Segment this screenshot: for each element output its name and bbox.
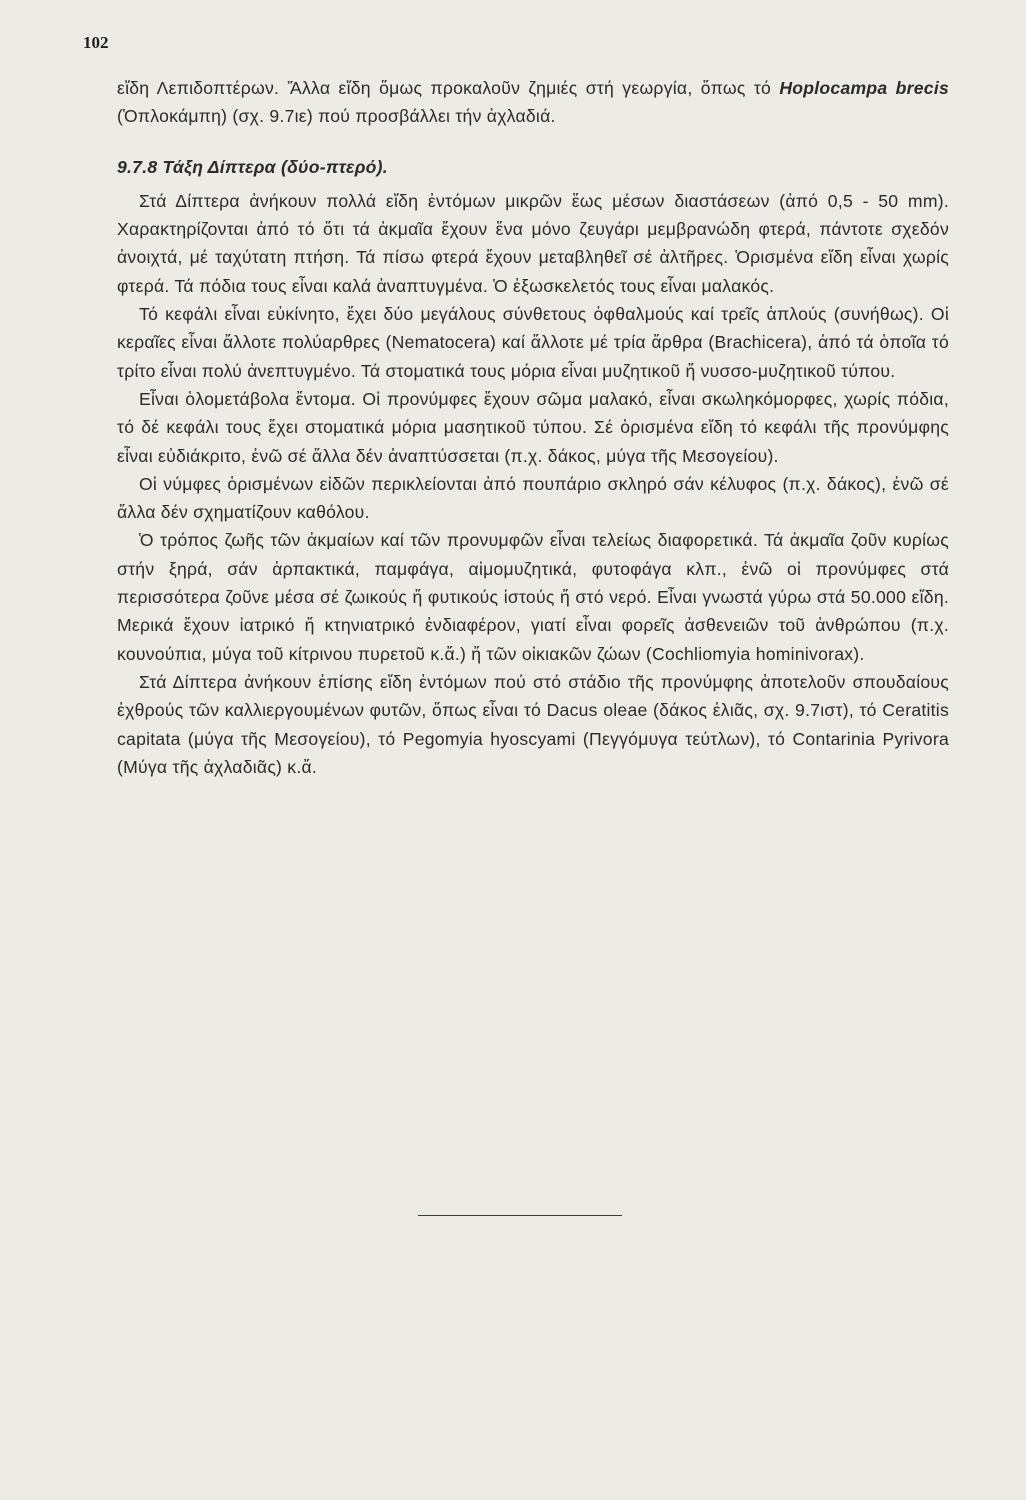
page-number: 102 bbox=[83, 33, 109, 52]
intro-text-after: (Ὁπλοκάμπη) (σχ. 9.7ιε) πού προσβάλλει τήν ἀχλαδιά. bbox=[117, 106, 556, 127]
section-number: 9.7.8 bbox=[117, 156, 158, 177]
page-body bbox=[117, 74, 949, 781]
intro-text-before: εἴδη Λεπιδοπτέρων. Ἄλλα εἴδη ὅμως προκαλοῦν ζημιές στή γεωργία, ὅπως τό bbox=[117, 78, 780, 98]
paragraph-6: Στά Δίπτερα ἀνήκουν ἐπίσης εἴδη ἐντόμων πού στό στάδιο τῆς προνύμφης ἀποτελοῦν σπουδαίους ἐχθρούς τῶν καλλιεργουμένων φυτῶν, ὅπως εἶναι τό Dacus oleae (δάκος ἐλιᾶς, σχ. 9.7ιστ), τό Ceratitis capitata (μύγα τῆς Μεσογείου), τό Pegomyia hyoscyami (Πεγγόμυγα τεύτλων), τό Contarinia Pyrivora (Μύγα τῆς ἀχλαδιᾶς) κ.ἄ. bbox=[117, 671, 949, 777]
section-heading bbox=[117, 153, 949, 181]
section-title: Τάξη Δίπτερα (δύο-πτερό). bbox=[162, 156, 388, 177]
intro-paragraph bbox=[117, 74, 949, 131]
footnote-divider bbox=[418, 1215, 622, 1216]
paragraph-5: Ὁ τρόπος ζωῆς τῶν ἀκμαίων καί τῶν προνυμφῶν εἶναι τελείως διαφορετικά. Τά ἀκμαῖα ζοῦν κυρίως στήν ξηρά, σάν ἁρπακτικά, παμφάγα, αἱμομυζητικά, φυτοφάγα κλπ., ἐνῶ οἱ προνύμφες στά περισσότερα ζοῦνε μέσα σέ ζωικούς ἤ φυτικούς ἱστούς ἤ στό νερό. Εἶναι γνωστά γύρω στά 50.000 εἴδη. Μερικά ἔχουν ἰατρικό ἤ κτηνιατρικό ἐνδιαφέρον, γιατί εἶναι φορεῖς ἀσθενειῶν τοῦ ἀνθρώπου (π.χ. κουνούπια, μύγα τοῦ κίτρινου πυρετοῦ κ.ἄ.) ἤ τῶν οἰκιακῶν ζώων (Cochliomyia hominivorax). bbox=[117, 530, 949, 664]
paragraph-3: Εἶναι ὁλομετάβολα ἔντομα. Οἱ προνύμφες ἔχουν σῶμα μαλακό, εἶναι σκωληκόμορφες, χωρίς πόδια, τό δέ κεφάλι τους ἔχει στοματικά μόρια μασητικοῦ τύπου. Σέ ὁρισμένα εἴδη τό κεφάλι τῆς προνύμφης εἶναι εὐδιάκριτο, ἐνῶ σέ ἄλλα δέν ἀναπτύσσεται (π.χ. δάκος, μύγα τῆς Μεσογείου). bbox=[117, 388, 949, 466]
paragraph-4: Οἱ νύμφες ὁρισμένων εἰδῶν περικλείονται ἀπό πουπάριο σκληρό σάν κέλυφος (π.χ. δάκος), ἐνῶ σέ ἄλλα δέν σχηματίζουν καθόλου. bbox=[117, 473, 949, 523]
paragraph-1: Στά Δίπτερα ἀνήκουν πολλά εἴδη ἐντόμων μικρῶν ἕως μέσων διαστάσεων (ἀπό 0,5 - 50 mm). Χαρακτηρίζονται ἀπό τό ὅτι τά ἀκμαῖα ἔχουν ἕνα μόνο ζευγάρι μεμβρανώδη φτερά, πάντοτε σχεδόν ἀνοιχτά, μέ ταχύτατη πτήση. Τά πίσω φτερά ἔχουν μεταβληθεῖ σέ ἀλτῆρες. Ὁρισμένα εἴδη εἶναι χωρίς φτερά. Τά πόδια τους εἶναι καλά ἀναπτυγμένα. Ὁ ἐξωσκελετός τους εἶναι μαλακός. bbox=[117, 190, 949, 296]
paragraph-2: Τό κεφάλι εἶναι εὐκίνητο, ἔχει δύο μεγάλους σύνθετους ὀφθαλμούς καί τρεῖς ἁπλούς (συνήθως). Οἱ κεραῖες εἶναι ἄλλοτε πολύαρθρες (Nematocera) καί ἄλλοτε μέ τρία ἄρθρα (Brachicera), ἀπό τά ὁποῖα τό τρίτο εἶναι πολύ ἀνεπτυγμένο. Τά στοματικά τους μόρια εἶναι μυζητικοῦ ἤ νυσσο-μυζητικοῦ τύπου. bbox=[117, 304, 949, 381]
species-name: Hoplocampa brecis bbox=[779, 78, 949, 98]
